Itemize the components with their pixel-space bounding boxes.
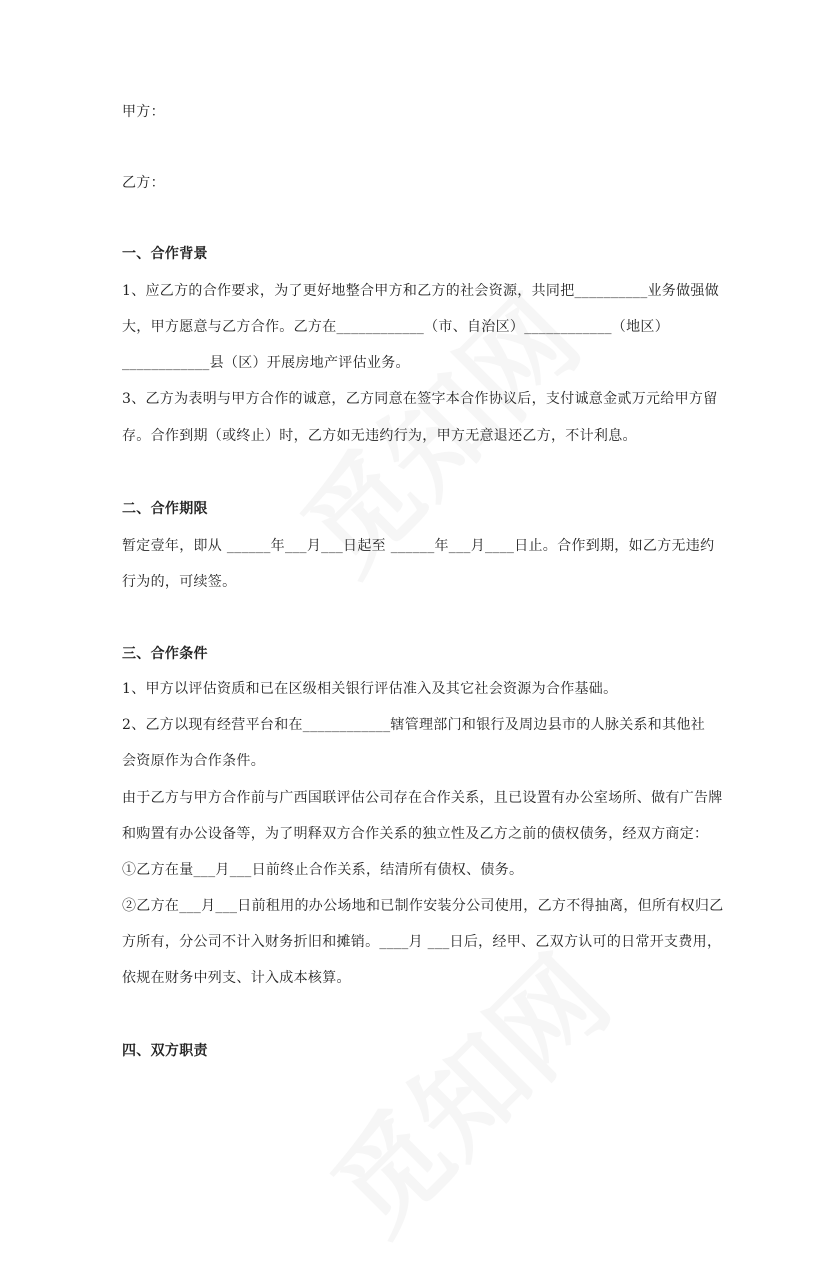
paragraph-line: 依规在财务中列支、计入成本核算。 [122,970,351,986]
party-a-label: 甲方： [122,104,165,120]
paragraph-line: 由于乙方与甲方合作前与广西国联评估公司存在合作关系，且已设置有办公室场所、做有广告牌 [122,790,723,806]
paragraph-line: 1、应乙方的合作要求，为了更好地整合甲方和乙方的社会资源，共同把__________业务做强做 [122,283,720,299]
paragraph-line: 3、乙方为表明与甲方合作的诚意，乙方同意在签字本合作协议后，支付诚意金贰万元给甲方留 [122,391,718,407]
section-heading: 三、合作条件 [122,646,208,662]
section-heading: 四、双方职责 [122,1043,208,1059]
paragraph-line: 1、甲方以评估资质和已在区级相关银行评估准入及其它社会资源为合作基础。 [122,681,618,697]
paragraph-line: 会资原作为合作条件。 [122,753,265,769]
paragraph-line: ____________县（区）开展房地产评估业务。 [122,355,410,371]
paragraph-line: ①乙方在量___月___日前终止合作关系，结清所有债权、债务。 [122,862,524,878]
section-heading: 一、合作背景 [122,246,208,262]
paragraph-line: 存。合作到期（或终止）时，乙方如无违约行为，甲方无意退还乙方，不计利息。 [122,428,637,444]
paragraph-line: 大，甲方愿意与乙方合作。乙方在____________（市、自治区）____________（地区） [122,319,669,335]
paragraph-line: 2、乙方以现有经营平台和在____________辖管理部门和银行及周边县市的人脉关系和其他社 [122,717,706,733]
paragraph-line: 和购置有办公设备等，为了明释双方合作关系的独立性及乙方之前的债权债务，经双方商定： [122,826,709,842]
paragraph-line: 暂定壹年，即从 ______年___月___日起至 ______年___月____日止。合作到期，如乙方无违约 [122,538,715,554]
paragraph-line: 方所有，分公司不计入财务折旧和摊销。____月 ___日后，经甲、乙双方认可的日常开支费用， [122,934,722,950]
party-b-label: 乙方： [122,175,165,191]
paragraph-line: ②乙方在___月___日前租用的办公场地和已制作安装分公司使用，乙方不得抽离，但所有权归乙 [122,898,724,914]
paragraph-line: 行为的，可续签。 [122,574,237,590]
section-heading: 二、合作期限 [122,501,208,517]
